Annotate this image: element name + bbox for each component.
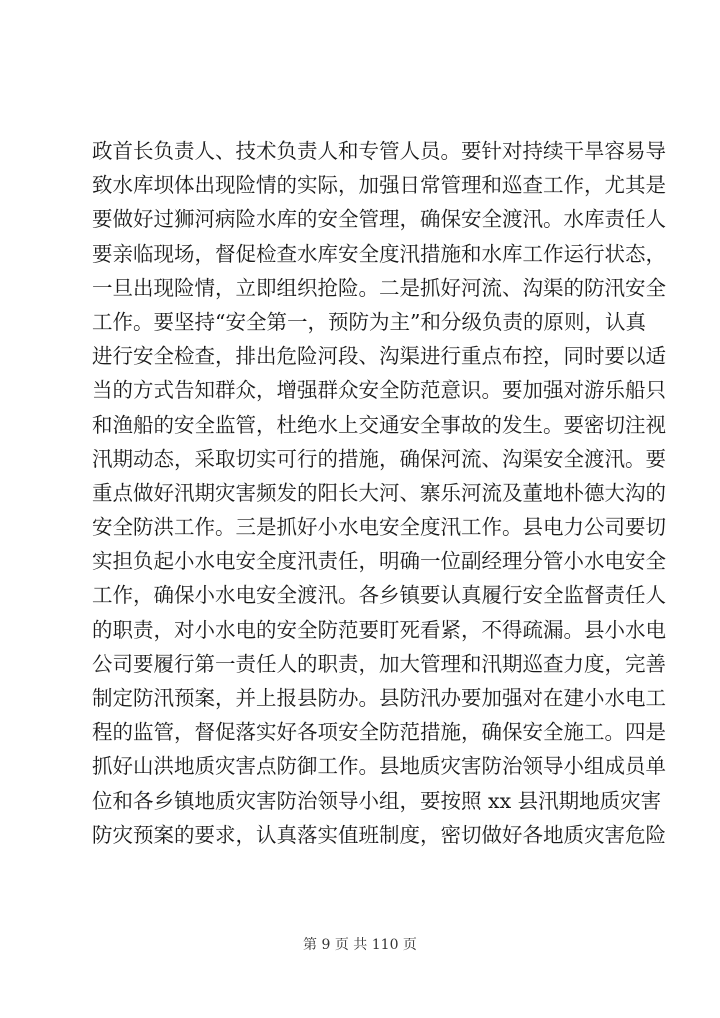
text-line: 一旦出现险情，立即组织抢险。二是抓好河流、沟渠的防汛安全 — [92, 275, 666, 300]
text-line: 和渔船的安全监管，杜绝水上交通安全事故的发生。要密切注视 — [92, 412, 666, 437]
text-line: 实担负起小水电安全度汛责任，明确一位副经理分管小水电安全 — [92, 549, 666, 574]
text-line: 的职责，对小水电的安全防范要盯死看紧，不得疏漏。县小水电 — [92, 617, 666, 642]
text-line: 公司要履行第一责任人的职责，加大管理和汛期巡查力度，完善 — [92, 651, 666, 676]
text-line: 进行安全检查，排出危险河段、沟渠进行重点布控，同时要以适 — [92, 344, 666, 369]
text-line: 安全防洪工作。三是抓好小水电安全度汛工作。县电力公司要切 — [92, 515, 666, 540]
body-text — [92, 134, 666, 852]
text-line: 汛期动态，采取切实可行的措施，确保河流、沟渠安全渡汛。要 — [92, 446, 666, 471]
text-line: 程的监管，督促落实好各项安全防范措施，确保安全施工。四是 — [92, 720, 666, 745]
page-number-footer: 第 9 页 共 110 页 — [303, 937, 417, 953]
text-line: 抓好山洪地质灾害点防御工作。县地质灾害防治领导小组成员单 — [92, 754, 666, 779]
text-line: 工作，确保小水电安全渡汛。各乡镇要认真履行安全监督责任人 — [92, 583, 666, 608]
text-line: 位和各乡镇地质灾害防治领导小组，要按照 xx 县汛期地质灾害 — [92, 788, 662, 813]
text-line: 重点做好汛期灾害频发的阳长大河、寨乐河流及董地朴德大沟的 — [92, 480, 666, 505]
text-line: 工作。要坚持“安全第一，预防为主”和分级负责的原则，认真 — [92, 309, 646, 334]
text-line: 制定防汛预案，并上报县防办。县防汛办要加强对在建小水电工 — [92, 686, 666, 710]
text-line: 政首长负责人、技术负责人和专管人员。要针对持续干旱容易导 — [92, 139, 666, 163]
text-line: 要做好过狮河病险水库的安全管理，确保安全渡汛。水库责任人 — [92, 207, 666, 232]
text-line: 防灾预案的要求，认真落实值班制度，密切做好各地质灾害危险 — [92, 822, 666, 847]
text-line: 致水库坝体出现险情的实际，加强日常管理和巡查工作，尤其是 — [92, 173, 666, 198]
text-line: 当的方式告知群众，增强群众安全防范意识。要加强对游乐船只 — [92, 378, 666, 403]
text-line: 要亲临现场，督促检查水库安全度汛措施和水库工作运行状态， — [92, 241, 666, 266]
